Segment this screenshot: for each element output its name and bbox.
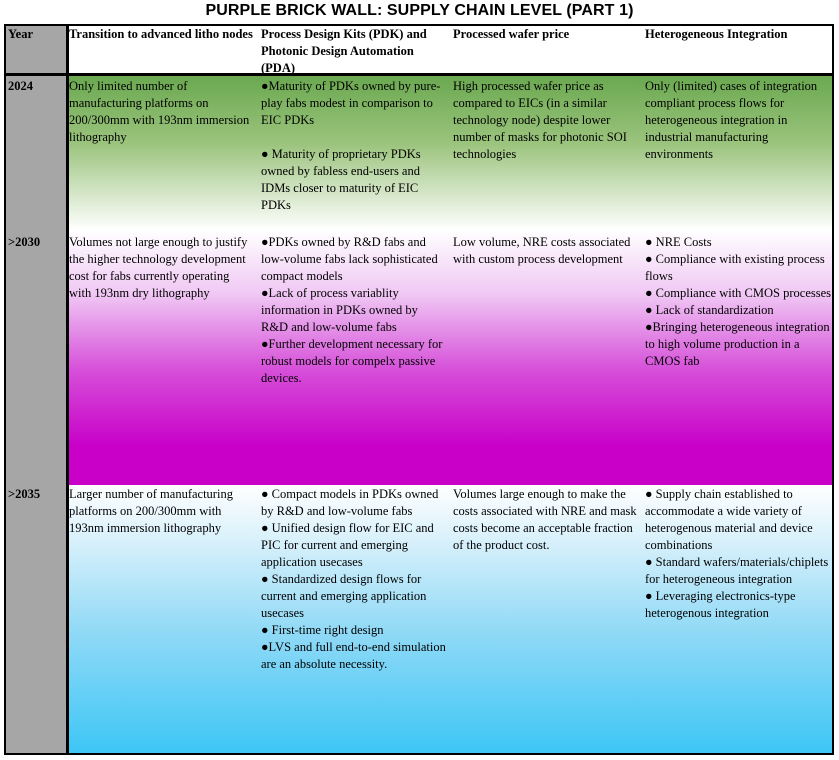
bullet-item: ● Standardized design flows for current and emerging application usecases xyxy=(261,572,427,620)
cell-2035-litho: Larger number of manufacturing platforms on 200/300mm with 193nm immersion lithography xyxy=(69,487,233,535)
supply-chain-table xyxy=(4,24,834,755)
year-label-2035: >2035 xyxy=(8,487,41,501)
cell-2024-litho: Only limited number of manufacturing platforms on 200/300mm with 193nm immersion lithography xyxy=(69,79,250,144)
bullet-item: ●Bringing heterogeneous integration to high volume production in a CMOS fab xyxy=(645,320,830,368)
bullet-item: ●Maturity of PDKs owned by pure-play fabs modest in comparison to EIC PDKs xyxy=(261,79,441,127)
bullet-item: ● Compact models in PDKs owned by R&D and low-volume fabs xyxy=(261,487,439,518)
year-label-2030: >2030 xyxy=(8,235,41,249)
cell-2035-price: Volumes large enough to make the costs associated with NRE and mask costs become an acceptable fraction of the product cost. xyxy=(453,487,637,552)
bullet-item: ●PDKs owned by R&D fabs and low-volume fabs lack sophisticated compact models xyxy=(261,235,438,283)
bullet-item: ●Further development necessary for robust models for compelx passive devices. xyxy=(261,337,443,385)
bullet-item: ● Lack of standardization xyxy=(645,303,774,317)
header-price: Processed wafer price xyxy=(453,27,570,41)
header-pdk: Process Design Kits (PDK) and Photonic Design Automation (PDA) xyxy=(261,27,427,75)
year-column-background xyxy=(4,24,66,755)
bullet-item: ● Maturity of proprietary PDKs owned by fabless end-users and IDMs closer to maturity of EIC PDKs xyxy=(261,147,421,212)
bullet-item: ● Unified design flow for EIC and PIC for current and emerging application usecases xyxy=(261,521,434,569)
table-border-left xyxy=(4,24,6,755)
bullet-item: ● First-time right design xyxy=(261,623,384,637)
bullet-item: ● Supply chain established to accommodate a wide variety of heterogenous material and device combinations xyxy=(645,487,813,552)
bullet-item: ●LVS and full end-to-end simulation are an absolute necessity. xyxy=(261,640,446,671)
cell-2030-pdk xyxy=(259,234,449,387)
header-hetero: Heterogeneous Integration xyxy=(645,27,788,41)
cell-2035-hetero xyxy=(643,486,833,622)
bullet-item: ● Compliance with CMOS processes xyxy=(645,286,832,300)
bullet-item: ● Leveraging electronics-type heterogenous integration xyxy=(645,589,796,620)
cell-2035-pdk xyxy=(259,486,449,673)
bullet-item: ●Lack of process variablity information in PDKs owned by R&D and low-volume fabs xyxy=(261,286,418,334)
page-title: PURPLE BRICK WALL: SUPPLY CHAIN LEVEL (PART 1) xyxy=(205,2,634,19)
year-label-2024: 2024 xyxy=(8,79,33,93)
cell-2024-pdk xyxy=(259,78,449,214)
bullet-item: ● Standard wafers/materials/chiplets for heterogeneous integration xyxy=(645,555,829,586)
cell-2030-hetero xyxy=(643,234,833,370)
cell-2030-litho: Volumes not large enough to justify the higher technology development cost for fabs currently operating with 193nm dry lithography xyxy=(69,235,248,300)
bullet-item: ● Compliance with existing process flows xyxy=(645,252,825,283)
header-year: Year xyxy=(8,27,33,41)
header-litho: Transition to advanced litho nodes xyxy=(69,27,253,41)
bullet-item: ● NRE Costs xyxy=(645,235,712,249)
table-border-bottom xyxy=(4,753,834,755)
bullet-item: Only (limited) cases of integration compliant process flows for heterogeneous integration in industrial manufacturing environments xyxy=(645,79,818,161)
cell-2024-hetero xyxy=(643,78,833,163)
cell-2024-price: High processed wafer price as compared to EICs (in a similar technology node) despite lower number of masks for photonic SOI technologies xyxy=(453,79,627,161)
cell-2030-price: Low volume, NRE costs associated with custom process development xyxy=(453,235,631,266)
